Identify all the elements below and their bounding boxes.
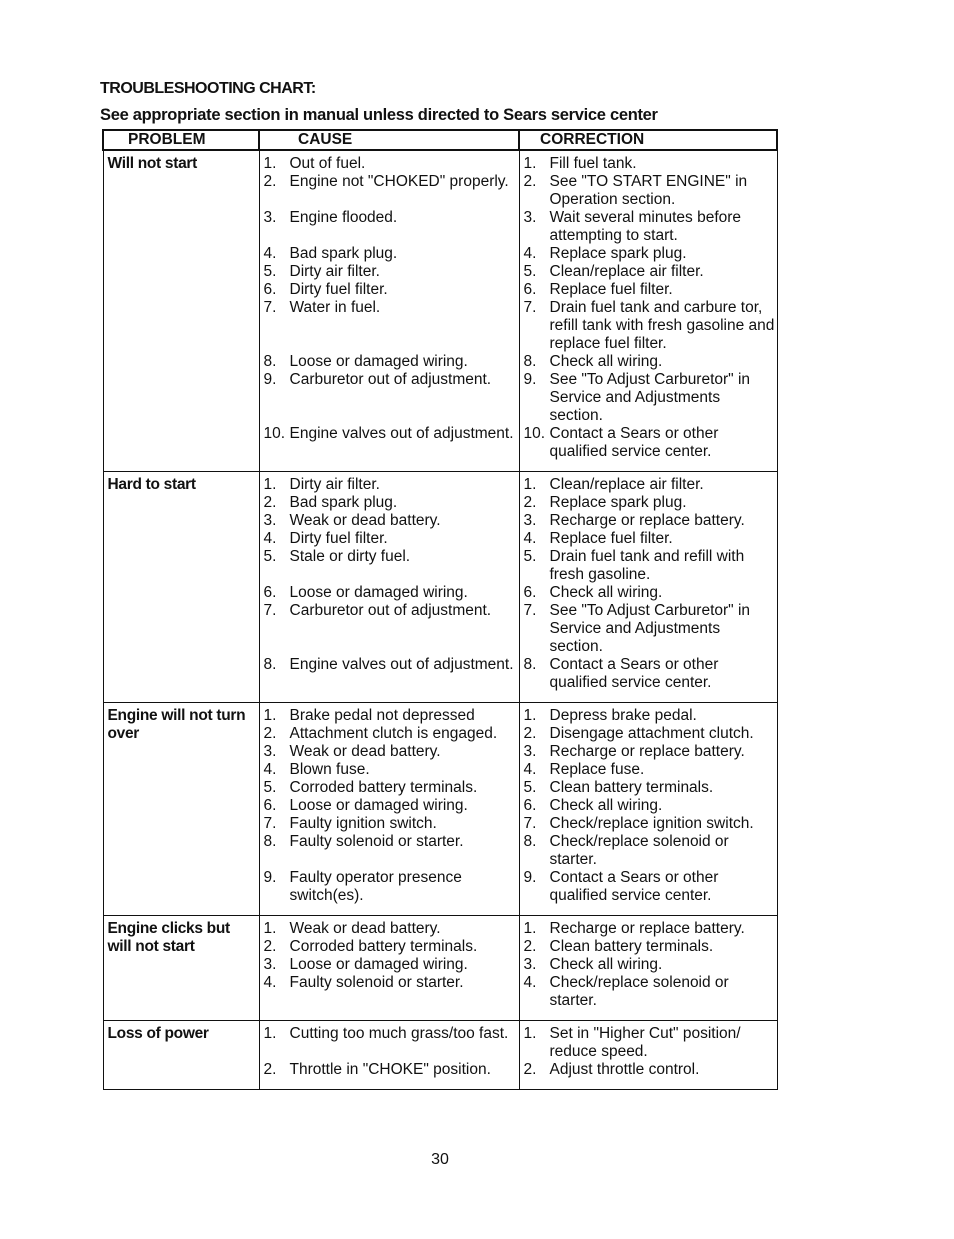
cause-text: Water in fuel. — [289, 299, 381, 316]
correction-list — [524, 1025, 775, 1079]
cause-text: Carburetor out of adjustment. — [289, 371, 492, 388]
correction-cell — [519, 472, 777, 703]
cause-text: Engine valves out of adjustment. — [289, 425, 514, 442]
cause-item — [264, 209, 517, 245]
correction-item — [524, 656, 775, 692]
correction-item — [524, 602, 775, 656]
correction-cell — [519, 703, 777, 916]
correction-item — [524, 548, 775, 584]
cause-item — [264, 761, 517, 779]
correction-text: Replace spark plug. — [549, 245, 687, 262]
cause-text: Weak or dead battery. — [289, 743, 441, 760]
correction-text: Check all wiring. — [549, 353, 663, 370]
correction-text: Clean battery terminals. — [549, 938, 714, 955]
correction-item — [524, 761, 775, 779]
correction-text: Check all wiring. — [549, 584, 663, 601]
cause-item — [264, 299, 517, 353]
cause-item — [264, 173, 517, 209]
problem-cell: Engine will not turn over — [103, 703, 259, 916]
item-number: 3. — [523, 743, 537, 760]
cause-text: Loose or damaged wiring. — [289, 584, 468, 601]
item-number: 7. — [523, 299, 537, 316]
header-correction: CORRECTION — [519, 130, 777, 150]
cause-text: Bad spark plug. — [289, 494, 398, 511]
correction-text: Recharge or replace battery. — [549, 920, 745, 937]
table-body — [103, 150, 777, 1090]
cause-item — [264, 956, 517, 974]
item-number: 5. — [523, 263, 537, 280]
cause-text: Weak or dead battery. — [289, 920, 441, 937]
correction-item — [524, 725, 775, 743]
cause-item — [264, 1025, 517, 1061]
item-number: 4. — [523, 974, 537, 991]
correction-list — [524, 707, 775, 905]
item-number: 6. — [263, 584, 277, 601]
table-header-row — [103, 130, 777, 150]
correction-text: Replace fuel filter. — [549, 281, 673, 298]
item-number: 5. — [523, 548, 537, 565]
cause-text: Faulty ignition switch. — [289, 815, 437, 832]
correction-item — [524, 584, 775, 602]
cause-text: Faulty operator presence switch(es). — [289, 869, 462, 904]
item-number: 9. — [263, 869, 277, 886]
item-number: 2. — [523, 494, 537, 511]
correction-text: Clean battery terminals. — [549, 779, 714, 796]
cause-item — [264, 869, 517, 905]
correction-text: Clean/replace air filter. — [549, 263, 704, 280]
item-number: 5. — [263, 263, 277, 280]
table-row — [103, 1021, 777, 1090]
correction-text: Check all wiring. — [549, 956, 663, 973]
cause-text: Dirty fuel filter. — [289, 281, 388, 298]
cause-item — [264, 245, 517, 263]
item-number: 5. — [263, 548, 277, 565]
cause-cell — [259, 703, 519, 916]
table-row — [103, 472, 777, 703]
cause-text: Engine valves out of adjustment. — [289, 656, 514, 673]
cause-item — [264, 155, 517, 173]
correction-item — [524, 155, 775, 173]
problem-cell: Engine clicks but will not start — [103, 916, 259, 1021]
item-number: 6. — [523, 584, 537, 601]
correction-item — [524, 173, 775, 209]
item-number: 4. — [263, 245, 277, 262]
cause-item — [264, 656, 517, 692]
item-number: 2. — [523, 938, 537, 955]
correction-text: Wait several minutes before attempting to start. — [549, 209, 742, 244]
cause-item — [264, 974, 517, 1010]
correction-text: Recharge or replace battery. — [549, 512, 745, 529]
correction-item — [524, 833, 775, 869]
correction-text: See "To Adjust Carburetor" in Service and Adjustments section. — [549, 602, 751, 655]
header-cause: CAUSE — [259, 130, 519, 150]
item-number: 8. — [523, 656, 537, 673]
table-row — [103, 150, 777, 472]
cause-item — [264, 920, 517, 938]
cause-item — [264, 548, 517, 584]
cause-item — [264, 1061, 517, 1079]
table-row — [103, 916, 777, 1021]
item-number: 3. — [263, 209, 277, 226]
page-number: 30 — [431, 1151, 449, 1168]
correction-text: Fill fuel tank. — [549, 155, 637, 172]
cause-item — [264, 833, 517, 869]
correction-cell — [519, 916, 777, 1021]
item-number: 2. — [263, 725, 277, 742]
cause-text: Out of fuel. — [289, 155, 366, 172]
item-number: 9. — [523, 869, 537, 886]
cause-text: Loose or damaged wiring. — [289, 797, 468, 814]
cause-text: Faulty solenoid or starter. — [289, 833, 464, 850]
item-number: 5. — [523, 779, 537, 796]
cause-item — [264, 371, 517, 425]
cause-list — [264, 155, 517, 461]
item-number: 1. — [523, 920, 537, 937]
cause-item — [264, 779, 517, 797]
correction-text: Replace fuel filter. — [549, 530, 673, 547]
item-number: 4. — [263, 974, 277, 991]
item-number: 2. — [523, 173, 537, 190]
item-number: 2. — [263, 494, 277, 511]
correction-item — [524, 209, 775, 245]
item-number: 8. — [263, 833, 277, 850]
correction-text: Drain fuel tank and carbure tor, refill tank with fresh gasoline and replace fuel filter. — [549, 299, 775, 352]
correction-text: Adjust throttle control. — [549, 1061, 700, 1078]
item-number: 1. — [523, 707, 537, 724]
correction-item — [524, 263, 775, 281]
cause-text: Loose or damaged wiring. — [289, 956, 468, 973]
item-number: 6. — [263, 797, 277, 814]
correction-item — [524, 245, 775, 263]
item-number: 8. — [263, 353, 277, 370]
correction-text: Drain fuel tank and refill with fresh gasoline. — [549, 548, 745, 583]
correction-text: Clean/replace air filter. — [549, 476, 704, 493]
correction-item — [524, 779, 775, 797]
item-number: 6. — [263, 281, 277, 298]
item-number: 9. — [523, 371, 537, 388]
correction-text: Recharge or replace battery. — [549, 743, 745, 760]
cause-list — [264, 476, 517, 692]
item-number: 3. — [523, 956, 537, 973]
cause-text: Carburetor out of adjustment. — [289, 602, 492, 619]
cause-item — [264, 494, 517, 512]
cause-text: Dirty fuel filter. — [289, 530, 388, 547]
correction-cell — [519, 1021, 777, 1090]
correction-item — [524, 512, 775, 530]
cause-text: Corroded battery terminals. — [289, 779, 478, 796]
correction-item — [524, 281, 775, 299]
cause-cell — [259, 916, 519, 1021]
correction-text: See "To Adjust Carburetor" in Service and Adjustments section. — [549, 371, 751, 424]
correction-text: Check all wiring. — [549, 797, 663, 814]
item-number: 2. — [523, 1061, 537, 1078]
item-number: 7. — [263, 815, 277, 832]
cause-item — [264, 476, 517, 494]
correction-item — [524, 299, 775, 353]
correction-text: Check/replace ignition switch. — [549, 815, 754, 832]
cause-item — [264, 797, 517, 815]
correction-text: Contact a Sears or other qualified service center. — [549, 425, 719, 460]
cause-text: Engine not "CHOKED" properly. — [289, 173, 509, 190]
cause-list — [264, 1025, 517, 1079]
cause-item — [264, 512, 517, 530]
cause-text: Brake pedal not depressed — [289, 707, 475, 724]
cause-text: Loose or damaged wiring. — [289, 353, 468, 370]
correction-list — [524, 476, 775, 692]
item-number: 8. — [263, 656, 277, 673]
correction-item — [524, 974, 775, 1010]
item-number: 10. — [523, 425, 546, 442]
correction-text: Replace spark plug. — [549, 494, 687, 511]
correction-list — [524, 920, 775, 1010]
cause-item — [264, 530, 517, 548]
item-number: 7. — [523, 602, 537, 619]
correction-item — [524, 815, 775, 833]
cause-list — [264, 920, 517, 1010]
item-number: 1. — [263, 1025, 277, 1042]
cause-text: Blown fuse. — [289, 761, 370, 778]
item-number: 3. — [523, 512, 537, 529]
item-number: 10. — [263, 425, 286, 442]
cause-item — [264, 263, 517, 281]
item-number: 7. — [523, 815, 537, 832]
correction-cell — [519, 150, 777, 472]
correction-text: Check/replace solenoid or starter. — [549, 833, 729, 868]
correction-text: Set in "Higher Cut" position/ reduce speed. — [549, 1025, 741, 1060]
item-number: 7. — [263, 299, 277, 316]
chart-title: TROUBLESHOOTING CHART: — [100, 80, 316, 97]
item-number: 9. — [263, 371, 277, 388]
correction-item — [524, 353, 775, 371]
item-number: 1. — [523, 476, 537, 493]
correction-list — [524, 155, 775, 461]
cause-text: Engine flooded. — [289, 209, 398, 226]
cause-text: Dirty air filter. — [289, 476, 380, 493]
cause-text: Weak or dead battery. — [289, 512, 441, 529]
correction-item — [524, 938, 775, 956]
item-number: 2. — [263, 173, 277, 190]
correction-item — [524, 707, 775, 725]
item-number: 1. — [523, 155, 537, 172]
item-number: 1. — [523, 1025, 537, 1042]
correction-item — [524, 425, 775, 461]
cause-text: Cutting too much grass/too fast. — [289, 1025, 509, 1042]
cause-item — [264, 425, 517, 461]
item-number: 2. — [263, 1061, 277, 1078]
correction-item — [524, 956, 775, 974]
correction-item — [524, 371, 775, 425]
item-number: 8. — [523, 833, 537, 850]
correction-item — [524, 920, 775, 938]
item-number: 1. — [263, 707, 277, 724]
item-number: 5. — [263, 779, 277, 796]
correction-item — [524, 1061, 775, 1079]
correction-text: Contact a Sears or other qualified service center. — [549, 869, 719, 904]
cause-item — [264, 725, 517, 743]
cause-text: Attachment clutch is engaged. — [289, 725, 498, 742]
cause-item — [264, 815, 517, 833]
cause-cell — [259, 472, 519, 703]
item-number: 6. — [523, 797, 537, 814]
item-number: 3. — [263, 512, 277, 529]
cause-text: Throttle in "CHOKE" position. — [289, 1061, 491, 1078]
correction-item — [524, 1025, 775, 1061]
cause-item — [264, 743, 517, 761]
chart-subtitle: See appropriate section in manual unless directed to Sears service center — [100, 106, 658, 124]
item-number: 4. — [263, 761, 277, 778]
correction-item — [524, 743, 775, 761]
problem-cell: Loss of power — [103, 1021, 259, 1090]
cause-item — [264, 353, 517, 371]
item-number: 4. — [523, 761, 537, 778]
item-number: 4. — [263, 530, 277, 547]
troubleshooting-table — [102, 129, 778, 1090]
item-number: 2. — [263, 938, 277, 955]
problem-cell: Hard to start — [103, 472, 259, 703]
correction-text: Replace fuse. — [549, 761, 645, 778]
correction-text: See "TO START ENGINE" in Operation section. — [549, 173, 748, 208]
correction-item — [524, 494, 775, 512]
correction-text: Contact a Sears or other qualified service center. — [549, 656, 719, 691]
item-number: 1. — [263, 476, 277, 493]
item-number: 8. — [523, 353, 537, 370]
item-number: 2. — [523, 725, 537, 742]
item-number: 4. — [523, 245, 537, 262]
cause-text: Corroded battery terminals. — [289, 938, 478, 955]
cause-cell — [259, 150, 519, 472]
cause-text: Dirty air filter. — [289, 263, 380, 280]
correction-item — [524, 797, 775, 815]
item-number: 6. — [523, 281, 537, 298]
problem-cell: Will not start — [103, 150, 259, 472]
cause-item — [264, 584, 517, 602]
cause-item — [264, 938, 517, 956]
cause-text: Stale or dirty fuel. — [289, 548, 411, 565]
header-problem: PROBLEM — [103, 130, 259, 150]
item-number: 1. — [263, 155, 277, 172]
table-row — [103, 703, 777, 916]
correction-text: Depress brake pedal. — [549, 707, 697, 724]
item-number: 1. — [263, 920, 277, 937]
cause-text: Faulty solenoid or starter. — [289, 974, 464, 991]
cause-item — [264, 281, 517, 299]
correction-item — [524, 530, 775, 548]
correction-item — [524, 476, 775, 494]
item-number: 3. — [263, 743, 277, 760]
correction-text: Check/replace solenoid or starter. — [549, 974, 729, 1009]
item-number: 4. — [523, 530, 537, 547]
cause-text: Bad spark plug. — [289, 245, 398, 262]
cause-list — [264, 707, 517, 905]
cause-item — [264, 602, 517, 656]
item-number: 7. — [263, 602, 277, 619]
correction-text: Disengage attachment clutch. — [549, 725, 754, 742]
item-number: 3. — [523, 209, 537, 226]
cause-cell — [259, 1021, 519, 1090]
item-number: 3. — [263, 956, 277, 973]
cause-item — [264, 707, 517, 725]
correction-item — [524, 869, 775, 905]
